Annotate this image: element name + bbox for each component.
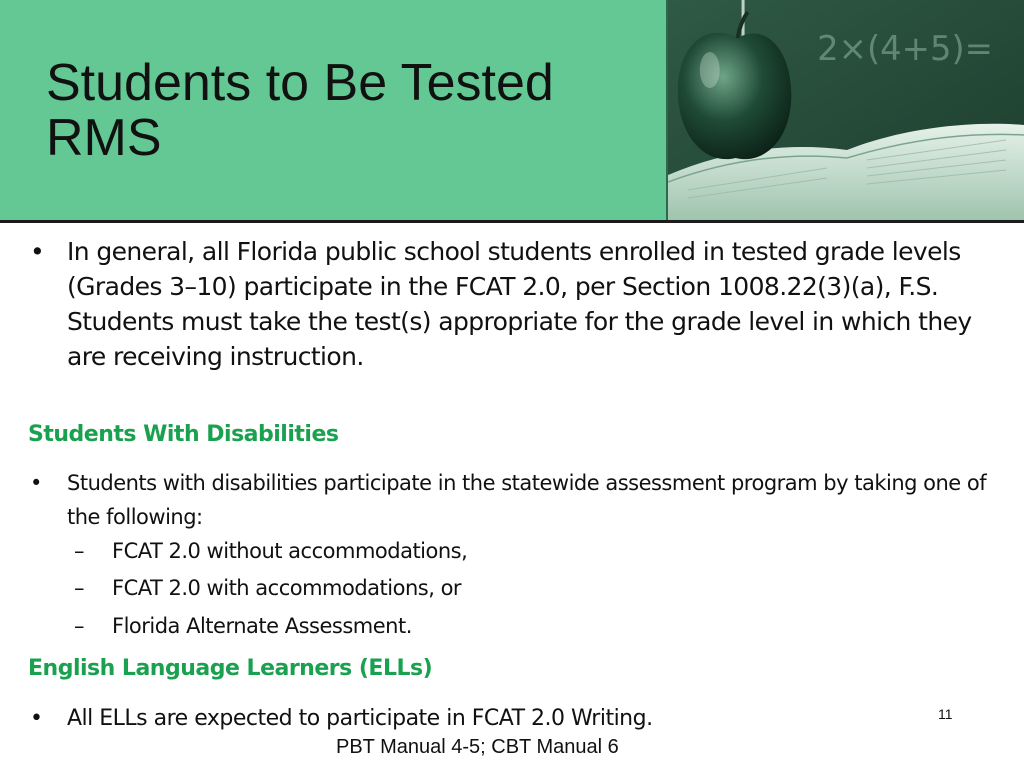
disabilities-bullet-text: Students with disabilities participate in the statewide assessment program by taking one of the following: bbox=[67, 471, 987, 529]
sub-item-with-accommodations: FCAT 2.0 with accommodations, or bbox=[112, 576, 462, 600]
header-divider bbox=[0, 220, 1024, 223]
general-participation-text: In general, all Florida public school students enrolled in tested grade levels (Grades 3–10) participate in the FCAT 2.0, per Section 1008.22(3)(a), F.S. Students must take the test(s) appropriate for the grade level in which they are receiving instruction. bbox=[67, 237, 972, 371]
ell-heading: English Language Learners (ELLs) bbox=[28, 656, 433, 681]
sub-item-without-accommodations: FCAT 2.0 without accommodations, bbox=[112, 539, 468, 563]
dash-marker: – bbox=[74, 576, 85, 600]
slide-number: 11 bbox=[938, 706, 953, 722]
slide-title-line-2: RMS bbox=[46, 109, 162, 167]
slide-title bbox=[46, 56, 554, 166]
slide-title-line-1: Students to Be Tested bbox=[46, 54, 554, 112]
ell-bullet-text: All ELLs are expected to participate in FCAT 2.0 Writing. bbox=[67, 706, 653, 731]
dash-marker: – bbox=[74, 614, 85, 638]
bullet-marker: • bbox=[30, 706, 43, 731]
bullet-marker: • bbox=[30, 237, 45, 266]
dash-marker: – bbox=[74, 539, 85, 563]
bullet-marker: • bbox=[30, 471, 43, 495]
sub-item-alternate-assessment: Florida Alternate Assessment. bbox=[112, 614, 412, 638]
apple-on-book-icon bbox=[666, 0, 1024, 220]
svg-text:2×(4+5)=: 2×(4+5)= bbox=[817, 28, 993, 69]
manual-reference-footnote: PBT Manual 4-5; CBT Manual 6 bbox=[336, 736, 619, 758]
title-banner bbox=[0, 0, 1024, 222]
disabilities-heading: Students With Disabilities bbox=[28, 422, 339, 447]
